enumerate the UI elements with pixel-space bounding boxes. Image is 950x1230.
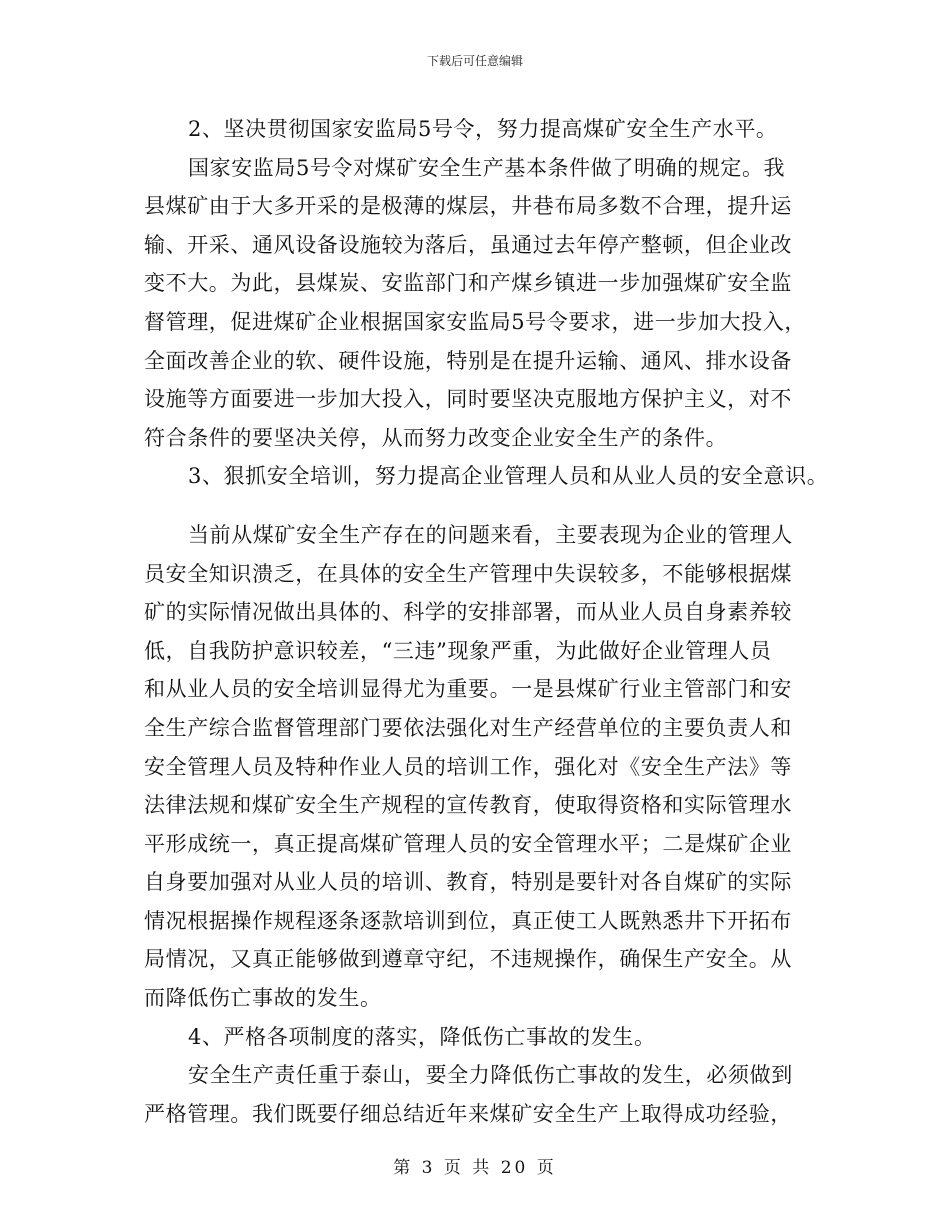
text-line: 设施等方面要进一步加大投入，同时要坚决克服地方保护主义，对不 (144, 387, 792, 412)
page-header-note: 下载后可任意编辑 (426, 54, 523, 68)
text-line: 严格管理。我们既要仔细总结近年来煤矿安全生产上取得成功经验， (144, 1101, 792, 1126)
text-line: 矿的实际情况做出具体的、科学的安排部署，而从业人员自身素养较 (144, 600, 792, 625)
paragraph-gap (144, 496, 808, 516)
text-line: 而降低伤亡事故的发生。 (144, 986, 382, 1011)
text-line: 督管理，促进煤矿企业根据国家安监局5号令要求，进一步加大投入， (144, 309, 806, 334)
text-line: 安全管理人员及特种作业人员的培训工作，强化对《安全生产法》等 (144, 754, 792, 779)
text-line: 法律法规和煤矿安全生产规程的宣传教育，使取得资格和实际管理水 (144, 793, 792, 818)
text-line: 输、开采、通风设备设施较为落后，虽通过去年停产整顿，但企业改 (144, 232, 792, 257)
text-line: 县煤矿由于大多开采的是极薄的煤层，井巷布局多数不合理，提升运 (144, 194, 792, 219)
text-line: 平形成统一，真正提高煤矿管理人员的安全管理水平；二是煤矿企业 (144, 831, 792, 856)
text-line: 情况根据操作规程逐条逐款培训到位，真正使工人既熟悉井下开拓布 (144, 908, 792, 933)
text-line: 全生产综合监督管理部门要依法强化对生产经营单位的主要负责人和 (144, 715, 792, 740)
text-line: 全面改善企业的软、硬件设施，特别是在提升运输、通风、排水设备 (144, 348, 792, 373)
text-line: 3、狠抓安全培训，努力提高企业管理人员和从业人员的安全意识。 (188, 464, 829, 489)
text-line: 自身要加强对从业人员的培训、教育，特别是要针对各自煤矿的实际 (144, 870, 792, 895)
page-number: 第 3 页 共 20 页 (393, 1158, 557, 1178)
text-line: 国家安监局5号令对煤矿安全生产基本条件做了明确的规定。我 (188, 155, 786, 180)
text-line: 员安全知识溃乏，在具体的安全生产管理中失误较多，不能够根据煤 (144, 561, 792, 586)
text-line: 安全生产责任重于泰山，要全力降低伤亡事故的发生，必须做到 (188, 1063, 793, 1088)
text-line: 当前从煤矿安全生产存在的问题来看，主要表现为企业的管理人 (188, 522, 793, 547)
text-line: 4、严格各项制度的落实，降低伤亡事故的发生。 (188, 1024, 656, 1049)
text-line: 变不大。为此，县煤炭、安监部门和产煤乡镇进一步加强煤矿安全监 (144, 271, 792, 296)
text-line: 符合条件的要坚决关停，从而努力改变企业安全生产的条件。 (144, 425, 728, 450)
document-body (144, 110, 829, 1133)
text-line: 2、坚决贯彻国家安监局5号令，努力提高煤矿安全生产水平。 (188, 117, 778, 141)
text-line: 局情况，又真正能够做到遵章守纪，不违规操作，确保生产安全。从 (144, 947, 792, 972)
text-line: 低，自我防护意识较差，“三违”现象严重，为此做好企业管理人员 (144, 638, 772, 663)
text-line: 和从业人员的安全培训显得尤为重要。一是县煤矿行业主管部门和安 (144, 677, 792, 702)
